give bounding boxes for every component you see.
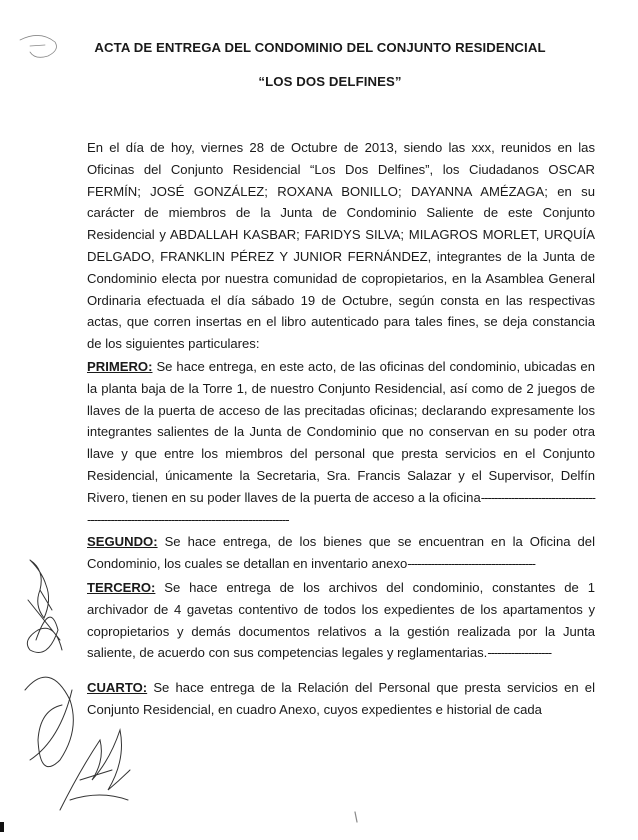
document-subtitle: “LOS DOS DELFINES”: [258, 74, 402, 89]
intro-paragraph: En el día de hoy, viernes 28 de Octubre de 2013, siendo las xxx, reunidos en las Oficinas del Conjunto Residencial “Los Dos Delfines”, los Ciudadanos OSCAR FERMÍN; JOSÉ GONZÁLEZ; ROXANA BONILLO; DAYANNA AMÉZAGA; en su carácter de miembros de la Junta de Condominio Saliente de este Conjunto Residencial y ABDALLAH KASBAR; FARIDYS SILVA; MILAGROS MORLET, URQUÍA DELGADO, FRANKLIN PÉREZ Y JUNIOR FERNÁNDEZ, integrantes de la Junta de Condominio electa por nuestra comunidad de copropietarios, en la Asamblea General Ordinaria efectuada el día sábado 19 de Octubre, según consta en las respectivas actas, que corren insertas en el libro autenticado para tales fines, se deja constancia de los siguientes particulares:: [87, 140, 595, 352]
clause-segundo: [87, 531, 595, 575]
clause-filler-dashes: --------------------------------------: [407, 555, 535, 571]
clause-primero: [87, 356, 595, 530]
clause-filler-dashes: -------------------: [487, 645, 552, 661]
clause-text: Se hace entrega de los archivos del condominio, constantes de 1 archivador de 4 gavetas contentivo de todos los expedientes de los apartamentos y copropietarios y demás documentos relativos a la gestión realizada por la Junta saliente, de acuerdo con sus competencias legales y reglamentarias.: [87, 580, 595, 661]
scan-edge-mark: [0, 822, 4, 832]
margin-signature-2: [27, 600, 62, 653]
margin-signature-3: [25, 677, 73, 767]
clause-label: PRIMERO:: [87, 359, 153, 374]
clause-text: Se hace entrega, de los bienes que se encuentran en la Oficina del Condominio, los cuales se detallan en inventario anexo: [87, 534, 595, 571]
clause-text: Se hace entrega de la Relación del Personal que presta servicios en el Conjunto Residencial, en cuadro Anexo, cuyos expedientes e historial de cada: [87, 680, 595, 717]
clause-text: Se hace entrega, en este acto, de las oficinas del condominio, ubicadas en la planta baja de la Torre 1, de nuestro Conjunto Residencial, así como de 2 juegos de llaves de la puerta de acceso de las precitadas oficinas; declarando expresamente los integrantes salientes de la Junta de Condominio que no conservan en su poder otra llave y que entre los miembros del personal que presta servicios en el Conjunto Residencial, únicamente la Secretaria, Sra. Francis Salazar y el Supervisor, Delfín Rivero, tienen en su poder llaves de la puerta de acceso a la oficina: [87, 359, 595, 505]
small-tick-mark: [355, 812, 357, 822]
bottom-signature: [60, 730, 130, 810]
margin-signature-1: [30, 560, 52, 618]
document-title: ACTA DE ENTREGA DEL CONDOMINIO DEL CONJUNTO RESIDENCIAL: [94, 40, 546, 55]
clause-label: SEGUNDO:: [87, 534, 158, 549]
clause-cuarto: [87, 677, 595, 721]
clause-tercero: [87, 577, 595, 664]
clause-label: CUARTO:: [87, 680, 148, 695]
clause-label: TERCERO:: [87, 580, 156, 595]
clause-filler-dashes: ----------------------------------------------------------------------------------------------: [87, 489, 595, 527]
